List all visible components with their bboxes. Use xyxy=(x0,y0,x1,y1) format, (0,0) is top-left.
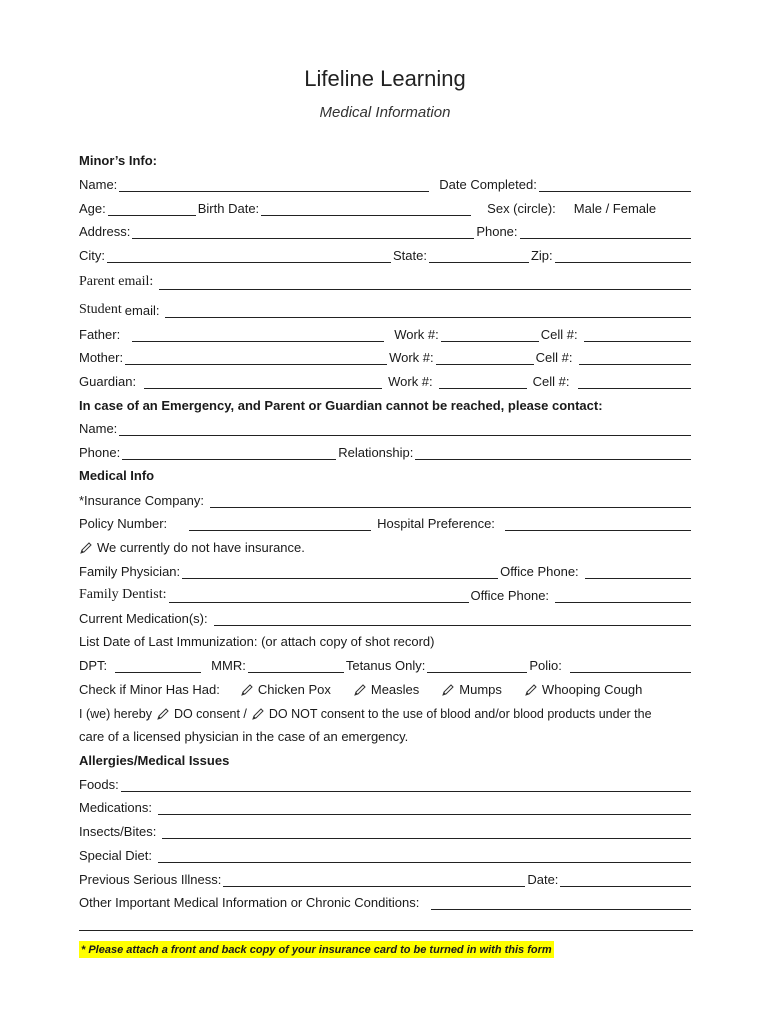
guardian-row xyxy=(79,369,693,389)
emergency-phone-row xyxy=(79,440,693,460)
emergency-phone-label: Phone: xyxy=(79,445,121,460)
medical-heading-text: Medical Info xyxy=(79,468,155,483)
vaccine-row xyxy=(79,653,693,673)
no-consent-option: DO NOT consent to the use of blood and/or blood products under the xyxy=(268,707,652,721)
consent-row xyxy=(79,701,693,721)
medications-field[interactable] xyxy=(158,800,691,815)
student-label: Student xyxy=(79,302,122,317)
allergies-heading-text: Allergies/Medical Issues xyxy=(79,753,230,768)
pencil-icon xyxy=(441,683,455,697)
polio-field[interactable] xyxy=(570,658,691,673)
immunization-label: List Date of Last Immunization: (or attach copy of shot record) xyxy=(79,634,435,649)
pencil-icon[interactable] xyxy=(156,707,170,721)
illness-history-label: Previous Serious Illness: xyxy=(79,872,222,887)
sex-label: Sex (circle): xyxy=(487,201,556,216)
dpt-field[interactable] xyxy=(115,658,201,673)
illness-option-mumps[interactable] xyxy=(441,682,502,697)
pencil-icon[interactable] xyxy=(79,541,93,555)
father-field[interactable] xyxy=(132,327,384,342)
consent-option: DO consent / xyxy=(173,707,247,721)
no-insurance-label: We currently do not have insurance. xyxy=(97,540,305,555)
guardian-work-label: Work #: xyxy=(388,374,433,389)
physician-label: Family Physician: xyxy=(79,564,181,579)
parent-email-row xyxy=(79,270,693,290)
section-label: Minor’s Info: xyxy=(79,153,157,168)
address-field[interactable] xyxy=(132,224,474,239)
no-insurance-row xyxy=(79,535,693,555)
dentist-office-phone-label: Office Phone: xyxy=(470,588,550,603)
medication-row xyxy=(79,606,693,626)
emergency-heading-text: In case of an Emergency, and Parent or Guardian cannot be reached, please contact: xyxy=(79,398,603,413)
diet-row xyxy=(79,843,693,863)
check-label: Check if Minor Has Had: xyxy=(79,682,220,697)
mother-cell-label: Cell #: xyxy=(535,350,573,365)
illness-label: Whooping Cough xyxy=(541,682,643,697)
physician-office-phone-field[interactable] xyxy=(585,564,691,579)
dpt-label: DPT: xyxy=(79,658,108,673)
illness-history-field[interactable] xyxy=(223,872,525,887)
diet-label: Special Diet: xyxy=(79,848,152,863)
foods-label: Foods: xyxy=(79,777,119,792)
other-field[interactable] xyxy=(431,895,691,910)
address-label: Address: xyxy=(79,224,131,239)
mother-label: Mother: xyxy=(79,350,124,365)
insurance-field[interactable] xyxy=(210,493,691,508)
student-email-field[interactable] xyxy=(165,303,691,318)
name-field[interactable] xyxy=(119,177,429,192)
student-email-row xyxy=(79,298,693,318)
dentist-field[interactable] xyxy=(169,588,469,603)
policy-row xyxy=(79,511,693,531)
minor-info-heading xyxy=(79,148,693,168)
mother-cell-field[interactable] xyxy=(579,350,692,365)
insects-label: Insects/Bites: xyxy=(79,824,157,839)
allergies-heading xyxy=(79,748,693,768)
illness-label: Mumps xyxy=(459,682,502,697)
illness-label: Chicken Pox xyxy=(257,682,331,697)
father-label: Father: xyxy=(79,327,121,342)
father-work-label: Work #: xyxy=(394,327,439,342)
policy-field[interactable] xyxy=(189,516,371,531)
zip-label: Zip: xyxy=(530,248,553,263)
emergency-name-label: Name: xyxy=(79,421,118,436)
city-label: City: xyxy=(79,248,105,263)
hospital-label: Hospital Preference: xyxy=(377,516,495,531)
immunization-row xyxy=(79,629,693,649)
consent-text-2: care of a licensed physician in the case of an emergency. xyxy=(79,729,409,744)
illness-option-measles[interactable] xyxy=(353,682,419,697)
mother-work-label: Work #: xyxy=(389,350,434,365)
city-field[interactable] xyxy=(107,248,391,263)
name-row xyxy=(79,172,693,192)
student-email-label: email: xyxy=(124,303,160,318)
insects-row xyxy=(79,819,693,839)
medication-label: Current Medication(s): xyxy=(79,611,208,626)
guardian-cell-field[interactable] xyxy=(578,374,691,389)
other-row xyxy=(79,890,693,910)
polio-label: Polio: xyxy=(529,658,562,673)
illness-label: Measles xyxy=(370,682,420,697)
birth-date-field[interactable] xyxy=(261,201,471,216)
illness-check-row xyxy=(79,677,693,697)
tetanus-label: Tetanus Only: xyxy=(345,658,426,673)
emergency-phone-field[interactable] xyxy=(122,445,336,460)
insects-field[interactable] xyxy=(162,824,691,839)
guardian-work-field[interactable] xyxy=(439,374,527,389)
hospital-field[interactable] xyxy=(505,516,691,531)
form-subtitle: Medical Information xyxy=(319,104,451,121)
address-row xyxy=(79,219,693,239)
dentist-office-phone-field[interactable] xyxy=(555,588,691,603)
mother-work-field[interactable] xyxy=(436,350,534,365)
mother-field[interactable] xyxy=(125,350,387,365)
consent-text: I (we) hereby xyxy=(79,707,152,721)
age-field[interactable] xyxy=(108,201,196,216)
father-row xyxy=(79,322,693,342)
mmr-label: MMR: xyxy=(211,658,246,673)
medication-field[interactable] xyxy=(214,611,691,626)
medical-info-heading xyxy=(79,463,693,483)
insurance-row xyxy=(79,488,693,508)
city-row xyxy=(79,243,693,263)
diet-field[interactable] xyxy=(158,848,691,863)
insurance-label: *Insurance Company: xyxy=(79,493,205,508)
medications-label: Medications: xyxy=(79,800,152,815)
emergency-name-field[interactable] xyxy=(119,421,691,436)
relationship-field[interactable] xyxy=(415,445,691,460)
zip-field[interactable] xyxy=(555,248,691,263)
dentist-row xyxy=(79,583,693,603)
phone-field[interactable] xyxy=(520,224,691,239)
name-label: Name: xyxy=(79,177,118,192)
pencil-icon[interactable] xyxy=(251,707,265,721)
emergency-heading xyxy=(79,393,693,413)
state-field[interactable] xyxy=(429,248,529,263)
guardian-label: Guardian: xyxy=(79,374,137,389)
illness-option-whooping-cough[interactable] xyxy=(524,682,642,697)
other-field-continuation[interactable] xyxy=(79,916,693,931)
father-work-field[interactable] xyxy=(441,327,539,342)
parent-email-field[interactable] xyxy=(159,275,691,290)
dentist-label: Family Dentist: xyxy=(79,587,167,602)
pencil-icon xyxy=(240,683,254,697)
foods-field[interactable] xyxy=(121,777,691,792)
illness-row xyxy=(79,867,693,887)
mother-row xyxy=(79,345,693,365)
illness-date-label: Date: xyxy=(527,872,559,887)
phone-label: Phone: xyxy=(476,224,518,239)
physician-row xyxy=(79,559,693,579)
physician-office-phone-label: Office Phone: xyxy=(500,564,579,579)
sex-options[interactable]: Male / Female xyxy=(573,201,657,216)
emergency-name-row xyxy=(79,416,693,436)
medications-row xyxy=(79,795,693,815)
relationship-label: Relationship: xyxy=(338,445,414,460)
date-completed-label: Date Completed: xyxy=(439,177,537,192)
pencil-icon xyxy=(353,683,367,697)
mmr-field[interactable] xyxy=(248,658,344,673)
form-title: Lifeline Learning xyxy=(304,66,466,91)
age-row xyxy=(79,196,693,216)
consent-row-2 xyxy=(79,724,693,744)
state-label: State: xyxy=(393,248,427,263)
guardian-cell-label: Cell #: xyxy=(532,374,570,389)
pencil-icon xyxy=(524,683,538,697)
father-cell-field[interactable] xyxy=(584,327,691,342)
foods-row xyxy=(79,772,693,792)
parent-email-label: Parent email: xyxy=(79,274,154,289)
other-label: Other Important Medical Information or Chronic Conditions: xyxy=(79,895,420,910)
physician-field[interactable] xyxy=(182,564,498,579)
insurance-card-note: * Please attach a front and back copy of your insurance card to be turned in with this form xyxy=(79,941,554,958)
illness-date-field[interactable] xyxy=(560,872,691,887)
father-cell-label: Cell #: xyxy=(540,327,578,342)
tetanus-field[interactable] xyxy=(427,658,527,673)
guardian-field[interactable] xyxy=(144,374,382,389)
birth-date-label: Birth Date: xyxy=(197,201,260,216)
date-completed-field[interactable] xyxy=(539,177,691,192)
policy-label: Policy Number: xyxy=(79,516,168,531)
age-label: Age: xyxy=(79,201,106,216)
illness-option-chicken-pox[interactable] xyxy=(240,682,331,697)
